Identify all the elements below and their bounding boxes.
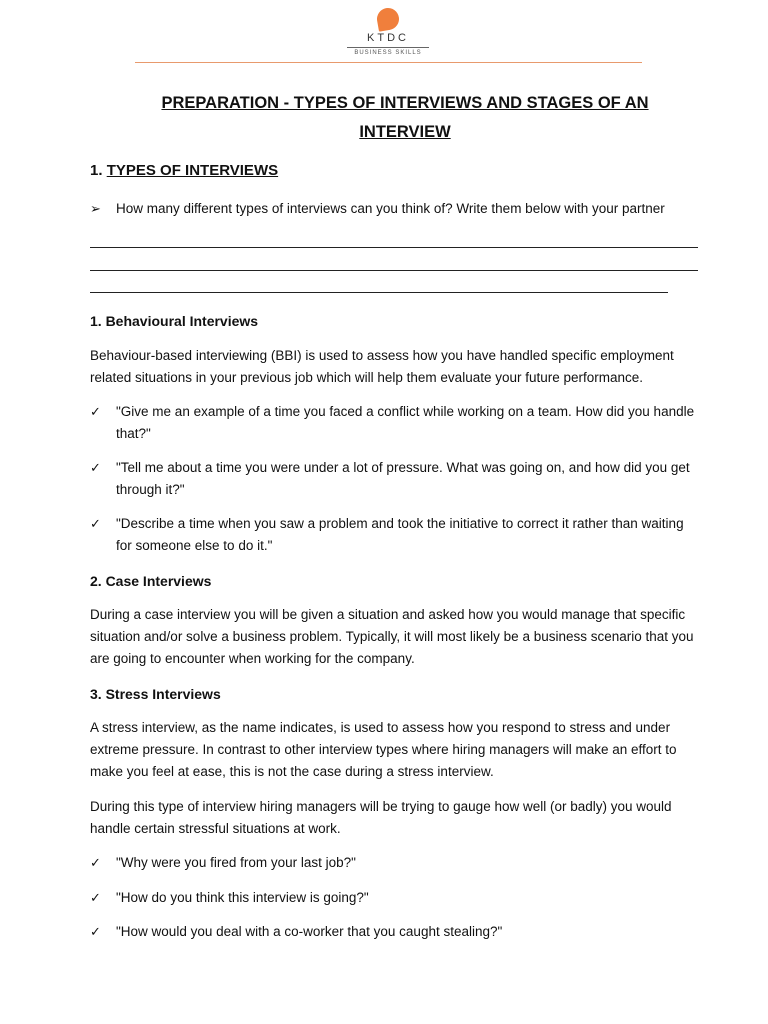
- behavioural-paragraph: Behaviour-based interviewing (BBI) is used to assess how you have handled specific employment related situations in your previous job which will help them evaluate your future performance.: [90, 348, 674, 385]
- logo-name: KTDC: [367, 32, 409, 44]
- stress-paragraph-1: A stress interview, as the name indicates, is used to assess how you respond to stress and under extreme pressure. In contrast to other interview types where hiring managers will make an effort to make you feel at ease, this is not the case during a stress interview.: [90, 720, 677, 779]
- check-icon: ✓: [90, 404, 101, 419]
- answer-line-3[interactable]: [90, 292, 668, 293]
- check-icon: ✓: [90, 855, 101, 870]
- example-text: "How would you deal with a co-worker that you caught stealing?": [116, 924, 503, 939]
- behavioural-heading: 1. Behavioural Interviews: [90, 313, 259, 329]
- stress-heading: 3. Stress Interviews: [90, 686, 221, 702]
- case-heading: 2. Case Interviews: [90, 573, 212, 589]
- document-title: [90, 89, 720, 147]
- title-line-1: PREPARATION - TYPES OF INTERVIEWS AND STAGES OF AN: [161, 94, 649, 112]
- page-header: [100, 2, 676, 64]
- arrow-bullet-icon: ➢: [90, 201, 101, 216]
- example-text: "Tell me about a time you were under a lot of pressure. What was going on, and how did you get through it?": [116, 460, 690, 497]
- section-title: TYPES OF INTERVIEWS: [106, 162, 279, 179]
- section-heading-types: [90, 160, 278, 182]
- section-number: 1.: [90, 162, 107, 179]
- check-icon: ✓: [90, 924, 101, 939]
- check-icon: ✓: [90, 516, 101, 531]
- logo-divider: [347, 47, 429, 48]
- stress-paragraph-2: During this type of interview hiring managers will be trying to gauge how well (or badly) you would handle certain stressful situations at work.: [90, 799, 672, 836]
- check-icon: ✓: [90, 890, 101, 905]
- check-icon: ✓: [90, 460, 101, 475]
- answer-line-1[interactable]: [90, 247, 698, 248]
- header-divider: [135, 62, 642, 63]
- logo-subtitle: BUSINESS SKILLS: [354, 50, 422, 56]
- example-text: "Why were you fired from your last job?": [116, 855, 356, 870]
- case-paragraph: During a case interview you will be given a situation and asked how you would manage that specific situation and/or solve a business problem. Typically, it will most likely be a business scenario that you are going to encounter when working for the company.: [90, 607, 694, 666]
- example-text: "Give me an example of a time you faced a conflict while working on a team. How did you handle that?": [116, 404, 695, 441]
- example-text: "How do you think this interview is going?": [116, 890, 369, 905]
- answer-line-2[interactable]: [90, 270, 698, 271]
- speech-bubble-icon: [375, 6, 400, 31]
- prompt-text: How many different types of interviews can you think of? Write them below with your partner: [116, 201, 665, 216]
- example-text: "Describe a time when you saw a problem and took the initiative to correct it rather than waiting for someone else to do it.": [116, 516, 684, 553]
- title-line-2: INTERVIEW: [359, 123, 451, 141]
